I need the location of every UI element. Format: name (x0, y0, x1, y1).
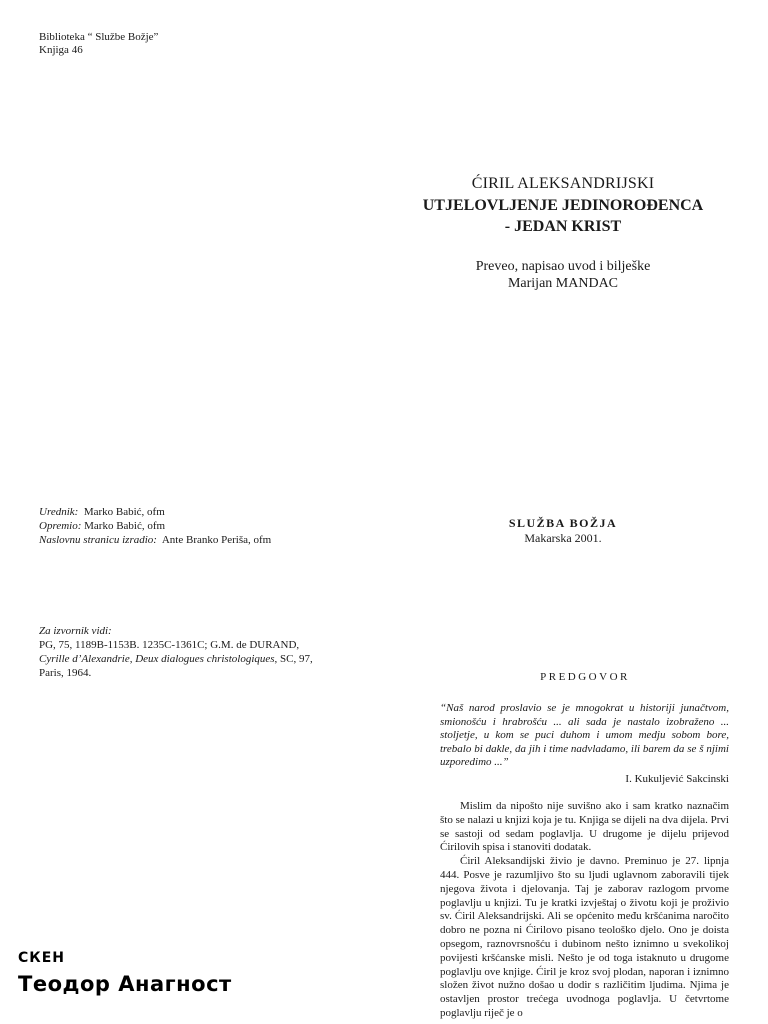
translator-name: Marijan MANDAC (507, 276, 619, 291)
epigraph-quote: “Naš narod proslavio se je mnogokrat u historiji junačtvom, smionošću i hrabrošću ... ali sada je nastalo izobraženo ... stoljetje, u kom se puci duhom i umom medju sobom bore, trebalo bi dakle, da jih i time nadvladamo, ili barem da se š njimi uzporedimo ...” (440, 702, 729, 768)
library-name: Biblioteka “ Službe Božje” (39, 31, 159, 43)
credit-prepared: Opremio: Marko Babić, ofm (39, 520, 166, 532)
source-line-3: Paris, 1964. (39, 667, 92, 679)
credit-editor: Urednik: Marko Babić, ofm (39, 506, 165, 518)
scanner-name: Теодор Анагност (18, 972, 232, 996)
paragraph: Mislim da nipošto nije suvišno ako i sam kratko naznačim što se nalazi u knjizi koja je tu. Knjiga se dijeli na dva dijela. Prvi se sastoji od sedam poglavlja. U drugome je dijelu prijevod Ćirilovih spisa i stanoviti dodatak. (440, 800, 729, 854)
credit-cover: Naslovnu stranicu izradio: Ante Branko Periša, ofm (39, 534, 272, 546)
source-reference (39, 624, 359, 680)
paragraph: Ćiril Aleksandijski živio je davno. Preminuo je 27. lipnja 444. Posve je razumljivo što su ljudi uglavnom zaboravili tijek njegova života i djelovanja. Taj je zaborav razlogom prvome poglavlju u knjizi. Tu je kratki izvještaj o životu koji je proživio sv. Ćiril Aleksandrijski. Ali se općenito među kršćanima naročito dobro ne pozna ni Ćirilovo pisano teološko djelo. Ono je doista opsegom, raznovrsnošću i dubinom nešto iznimno u svekolikoj povijesti kršćanske misli. Nešto je od toga istaknuto u drugome poglavlju ove knjige. Ćiril je kroz svoj plodan, naporan i iznimno složen život nužno došao u dodir s različitim ljudima. Njima je ostavljen prostor trećega uvodnoga poglavlja. U četvrtome poglavlju riječ je o (440, 855, 729, 1019)
title-block (398, 175, 728, 292)
preface-heading: PREDGOVOR (540, 671, 630, 683)
source-line-2: Cyrille d’Alexandrie, Deux dialogues christologiques, SC, 97, (39, 653, 313, 665)
scan-watermark (18, 950, 232, 996)
translator-note: Preveo, napisao uvod i bilješke (475, 259, 651, 274)
epigraph-author: I. Kukuljević Sakcinski (625, 773, 729, 785)
book-subtitle: - JEDAN KRIST (504, 218, 622, 235)
preface-body (440, 800, 729, 1021)
scan-label: СКЕН (18, 950, 65, 966)
book-number: Knjiga 46 (39, 44, 83, 56)
source-label: Za izvornik vidi: (39, 625, 112, 637)
author-name: ĆIRIL ALEKSANDRIJSKI (471, 175, 655, 192)
publisher-place-year: Makarska 2001. (524, 531, 602, 545)
library-series (39, 31, 158, 57)
credits (39, 505, 271, 547)
translator-block (398, 258, 728, 292)
source-line-1: PG, 75, 1189B-1153B. 1235C-1361C; G.M. de DURAND, (39, 639, 300, 651)
book-title: UTJELOVLJENJE JEDINOROĐENCA (422, 197, 704, 214)
publisher-name: SLUŽBA BOŽJA (508, 516, 618, 530)
publisher (478, 516, 648, 546)
